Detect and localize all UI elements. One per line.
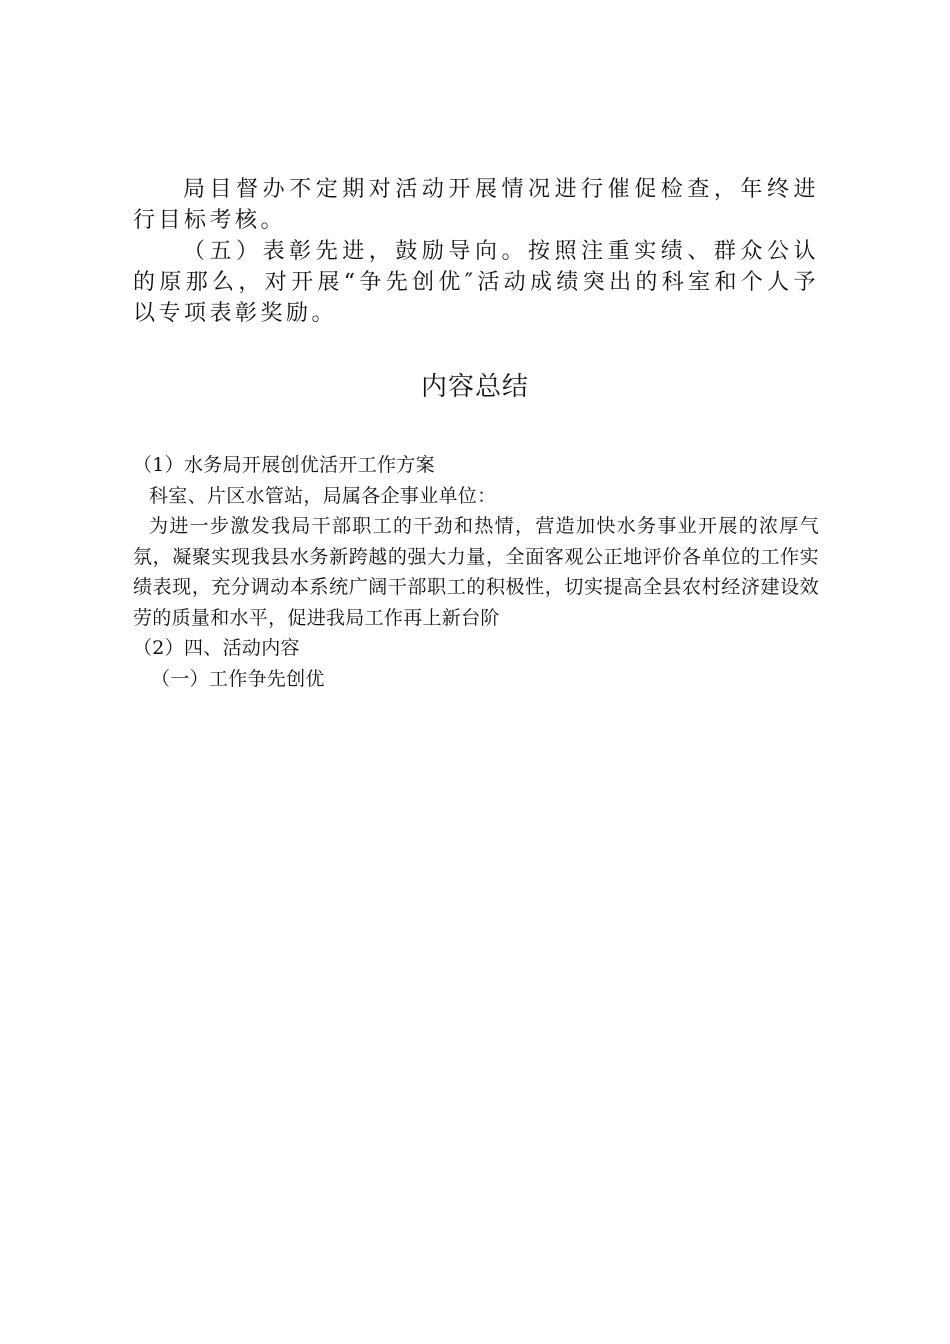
summary-item-work-excellence: （一）工作争先创优 [151,667,325,690]
summary-item-recipients: 科室、片区水管站，局属各企事业单位： [149,484,497,507]
summary-item-purpose: 为进一步激发我局干部职工的干劲和热情，营造加快水务事业开展的浓厚气氛，凝聚实现我县水务新跨越的强大力量，全面客观公正地评价各单位的工作实绩表现，充分调动本系统广阔干部职工的积极性，切实提高全县农村经济建设效劳的质量和水平，促进我局工作再上新台阶 [133,515,819,629]
summary-title: 内容总结 [420,372,529,402]
body-text [133,174,819,329]
body-paragraph-commendation: （五）表彰先进，鼓励导向。按照注重实绩、群众公认的原那么，对开展“争先创优″活动成绩突出的科室和个人予以专项表彰奖励。 [133,239,819,326]
summary-item-activity-content: （2）四、活动内容 [133,637,300,659]
summary-section [133,450,819,694]
summary-item-plan-title: （1）水务局开展创优活开工作方案 [133,454,435,476]
body-paragraph-supervision: 局目督办不定期对活动开展情况进行催促检查，年终进行目标考核。 [133,177,819,233]
